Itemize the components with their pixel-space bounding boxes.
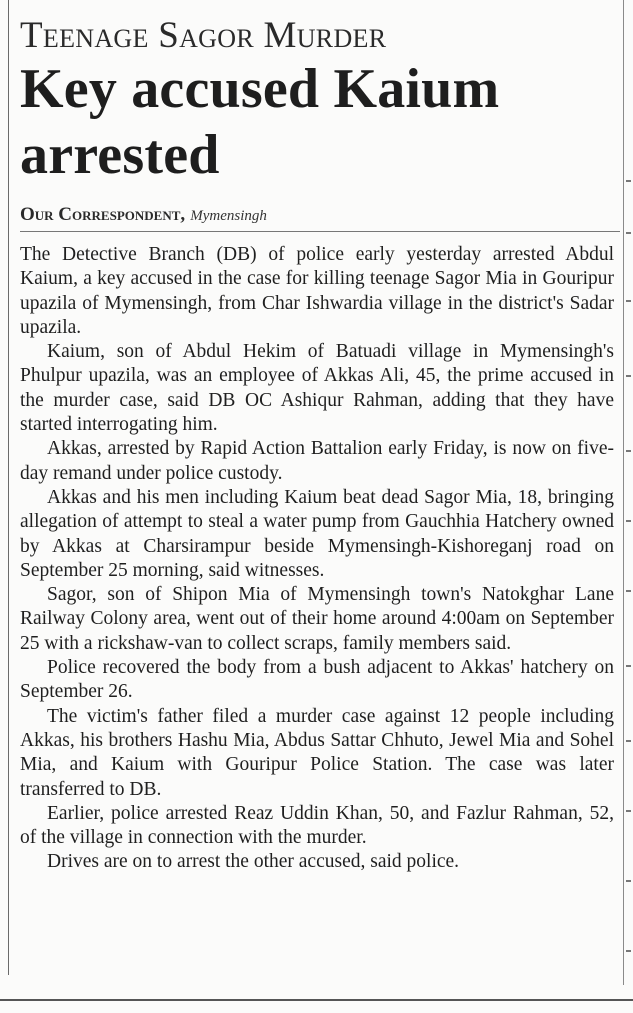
article-body xyxy=(20,243,614,875)
paragraph: Akkas, arrested by Rapid Action Battalion early Friday, is now on five-day remand under police custody. xyxy=(20,438,614,484)
byline xyxy=(20,204,267,226)
byline-divider xyxy=(20,231,620,232)
byline-location: Mymensingh xyxy=(190,208,267,224)
paragraph: The Detective Branch (DB) of police early yesterday arrested Abdul Kaium, a key accused in the case for killing teenage Sagor Mia in Gouripur upazila of Mymensingh, from Char Ishwardia village in the district's Sadar upazila. xyxy=(20,244,614,338)
article-kicker: Teenage Sagor Murder xyxy=(20,15,387,56)
article-headline: Key accused Kaium arrested xyxy=(20,58,500,186)
paragraph: Sagor, son of Shipon Mia of Mymensingh town's Natokghar Lane Railway Colony area, went out of their home around 4:00am on September 25 with a rickshaw-van to collect scraps, family members said. xyxy=(20,584,614,654)
left-column-rule xyxy=(8,0,9,975)
byline-author: Our Correspondent, xyxy=(20,204,186,225)
right-column-rule xyxy=(623,0,624,985)
adjacent-column-edge xyxy=(626,160,632,960)
paragraph: Drives are on to arrest the other accused, said police. xyxy=(47,851,460,873)
bottom-page-rule xyxy=(0,999,633,1001)
paragraph: Earlier, police arrested Reaz Uddin Khan, 50, and Fazlur Rahman, 52, of the village in connection with the murder. xyxy=(20,802,614,849)
paragraph: Akkas and his men including Kaium beat dead Sagor Mia, 18, bringing allegation of attempt to steal a water pump from Gauchhia Hatchery owned by Akkas at Charsirampur beside Mymensingh-Kishoreganj road on September 25 morning, said witnesses. xyxy=(20,486,614,581)
paragraph: The victim's father filed a murder case against 12 people including Akkas, his brothers Hashu Mia, Abdus Sattar Chhuto, Jewel Mia and Sohel Mia, and Kaium with Gouripur Police Station. The case was later transferred to DB. xyxy=(20,705,614,800)
paragraph: Police recovered the body from a bush adjacent to Akkas' hatchery on September 26. xyxy=(20,657,614,703)
paragraph: Kaium, son of Abdul Hekim of Batuadi village in Mymensingh's Phulpur upazila, was an employee of Akkas Ali, 45, the prime accused in the murder case, said DB OC Ashiqur Rahman, adding that they have started interrogating him. xyxy=(20,341,614,436)
